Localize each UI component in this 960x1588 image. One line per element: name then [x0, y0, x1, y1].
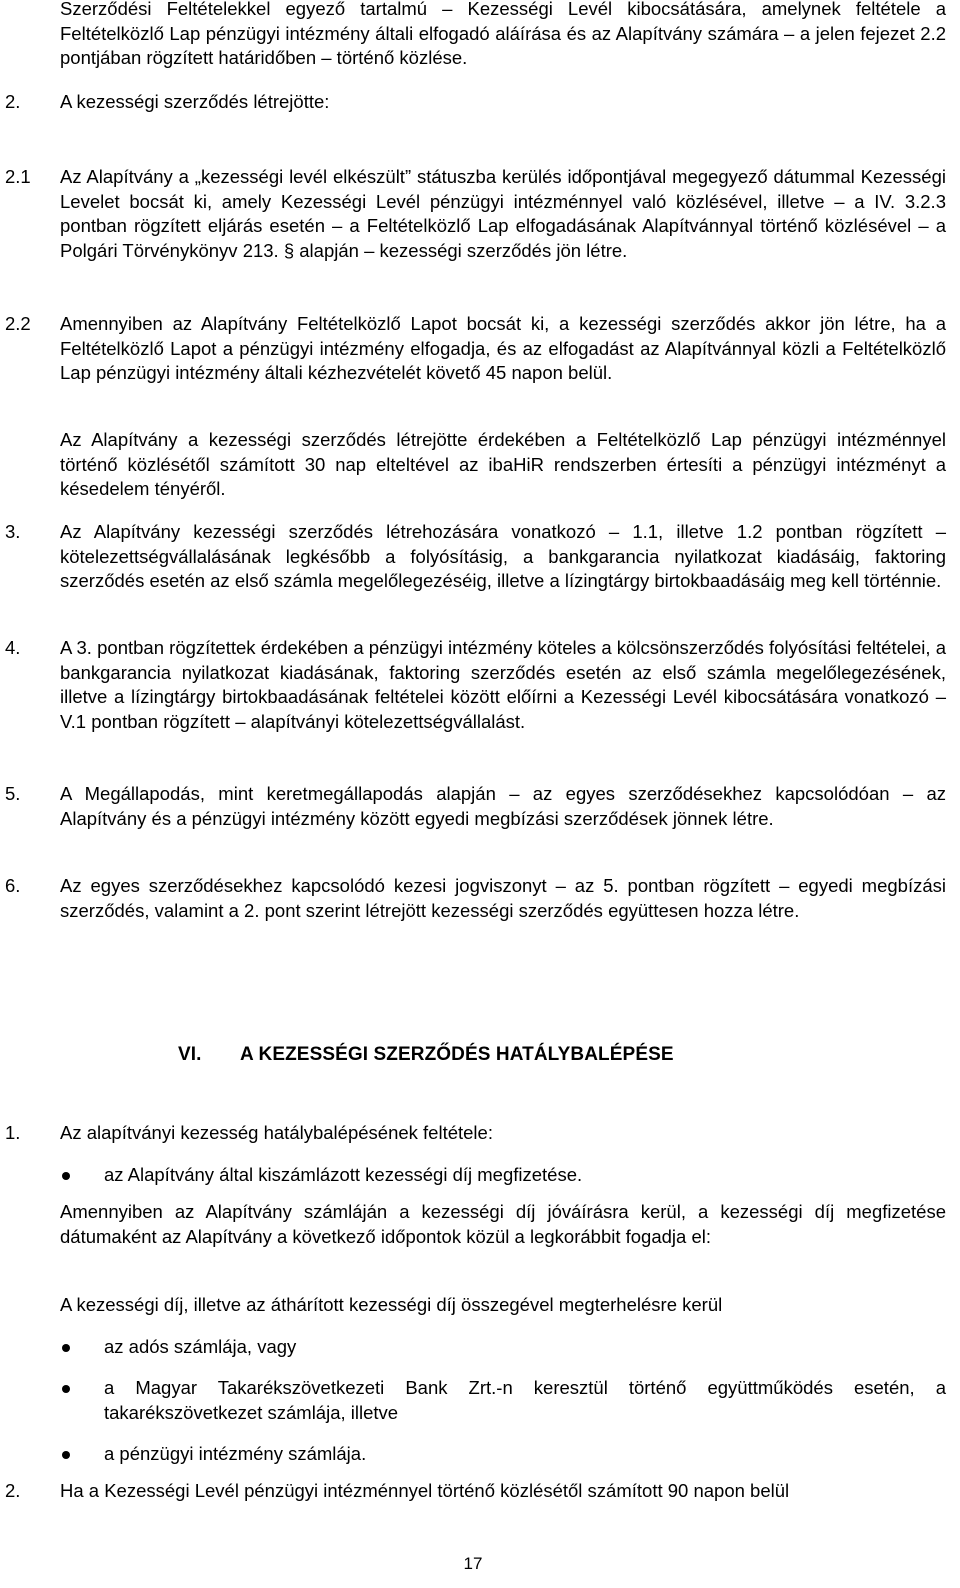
item-text: A 3. pontban rögzítettek érdekében a pénzügyi intézmény köteles a kölcsönszerződés folyósítási feltételei, a bankgarancia nyilatkozat kiadásának, faktoring szerződés esetén az első számla megelőlegezésének, illetve a lízingtárgy birtokbaadásának feltételei között előírni a Kezességi Levél kibocsátására vonatkozó – V.1 pontban rögzített – alapítványi kötelezettségvállalást. [60, 637, 946, 732]
top-paragraph: Szerződési Feltételekkel egyező tartalmú – Kezességi Levél kibocsátására, amelynek feltétele a Feltételközlő Lap pénzügyi intézmény általi elfogadó aláírása és az Alapítvány számára – a jelen fejezet 2.2 pontjában rögzített határidőben – történő közlése. [60, 0, 946, 68]
bullet-text: a pénzügyi intézmény számlája. [104, 1443, 367, 1464]
bullet-text: a Magyar Takarékszövetkezeti Bank Zrt.-n keresztül történő együttműködés esetén, a takarékszövetkezet számlája, illetve [104, 1377, 946, 1423]
item-number: 2. [5, 91, 21, 112]
bullet-icon [62, 1172, 70, 1180]
item-text: Az Alapítvány a kezességi szerződés létrejötte érdekében a Feltételközlő Lap pénzügyi intézménnyel történő közlésétől számított 30 nap elteltével az ibaHiR rendszerben értesíti a pénzügyi intézményt a késedelem tényéről. [60, 429, 946, 499]
paragraph: Amennyiben az Alapítvány számláján a kezességi díj jóváírásra kerül, a kezességi díj megfizetése dátumaként az Alapítvány a következő időpontok közül a legkorábbit fogadja el: [60, 1201, 946, 1247]
bullet-icon [62, 1344, 70, 1352]
bullet-icon [62, 1385, 70, 1393]
bullet-icon [62, 1451, 70, 1459]
item-number: 2.1 [5, 166, 31, 187]
page-number: 17 [463, 1554, 483, 1573]
item-text: Ha a Kezességi Levél pénzügyi intézménnyel történő közlésétől számított 90 napon belül [60, 1480, 790, 1501]
item-text: Az Alapítvány kezességi szerződés létrehozására vonatkozó – 1.1, illetve 1.2 pontban rögzített – kötelezettségvállalásának legkésőbb a folyósításig, a bankgarancia nyilatkozat kiadásáig, faktoring szerződés esetén az első számla megelőlegezéséig, illetve a lízingtárgy birtokbaadásáig meg kell történnie. [60, 521, 946, 591]
item-number: 2.2 [5, 313, 31, 334]
section-number: VI. [178, 1044, 202, 1065]
item-text: Az alapítványi kezesség hatálybalépésének feltétele: [60, 1122, 493, 1143]
section-title: A KEZESSÉGI SZERZŐDÉS HATÁLYBALÉPÉSE [240, 1044, 674, 1065]
item-text: Amennyiben az Alapítvány Feltételközlő Lapot bocsát ki, a kezességi szerződés akkor jön létre, ha a Feltételközlő Lapot a pénzügyi intézmény elfogadja, és az elfogadást az Alapítvánnyal közli a Feltételközlő Lap pénzügyi intézmény általi kézhezvételét követő 45 napon belül. [60, 313, 946, 383]
item-text: Az Alapítvány a „kezességi levél elkészült” státuszba kerülés időpontjával megegyező dátummal Kezességi Levelet bocsát ki, amely Kezességi Levél pénzügyi intézménnyel való közlésével, illetve – a IV. 3.2.3 pontban rögzített eljárás esetén – a Feltételközlő Lap elfogadásának Alapítvánnyal történő közlésével – a Polgári Törvénykönyv 213. § alapján – kezességi szerződés jön létre. [60, 166, 946, 261]
item-text: A Megállapodás, mint keretmegállapodás alapján – az egyes szerződésekhez kapcsolódóan – az Alapítvány és a pénzügyi intézmény között egyedi megbízási szerződések jönnek létre. [60, 783, 946, 829]
item-text: A kezességi szerződés létrejötte: [60, 91, 330, 112]
item-number: 4. [5, 637, 21, 658]
paragraph: A kezességi díj, illetve az áthárított kezességi díj összegével megterhelésre kerül [60, 1294, 723, 1315]
bullet-text: az Alapítvány által kiszámlázott kezességi díj megfizetése. [104, 1164, 583, 1185]
item-number: 2. [5, 1480, 21, 1501]
item-text: Az egyes szerződésekhez kapcsolódó kezesi jogviszonyt – az 5. pontban rögzített – egyedi megbízási szerződés, valamint a 2. pont szerint létrejött kezességi szerződés együttesen hozza létre. [60, 875, 946, 921]
item-number: 1. [5, 1122, 21, 1143]
item-number: 6. [5, 875, 21, 896]
item-number: 3. [5, 521, 21, 542]
item-number: 5. [5, 783, 21, 804]
bullet-text: az adós számlája, vagy [104, 1336, 297, 1357]
